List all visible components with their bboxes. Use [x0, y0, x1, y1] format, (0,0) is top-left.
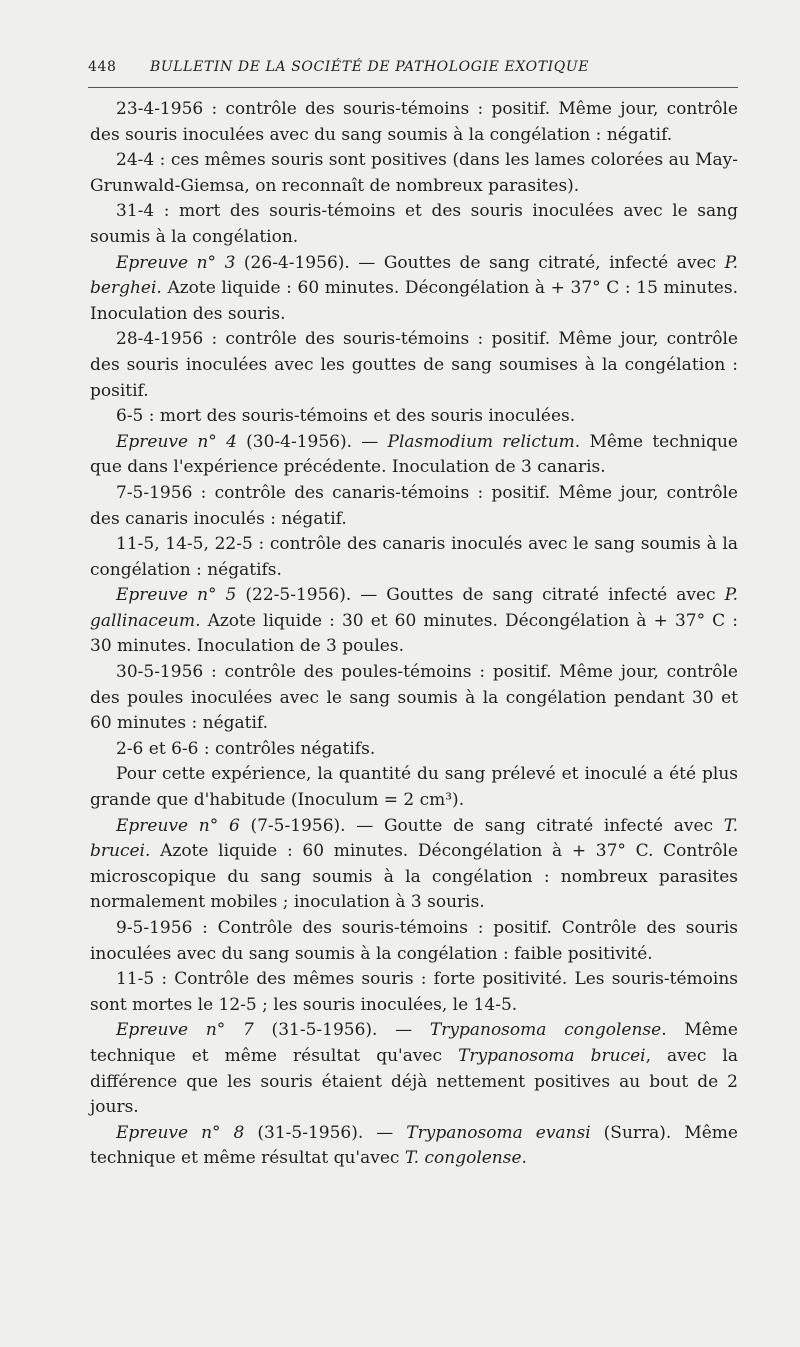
text-run: . — [521, 1148, 527, 1169]
italic-text: Epreuve n° 6 — [116, 815, 240, 836]
running-header — [88, 56, 738, 82]
text-run: (Surra). Même technique et même résultat qu'avec — [90, 1122, 738, 1169]
text-run: . Azote liquide : 60 minutes. Décongélation à + 37° C. Contrôle microscopique du sang soumis à la congélation : nombreux parasites normalement mobiles ; inoculation à 3 souris. — [90, 841, 738, 913]
italic-text: Epreuve n° 4 — [116, 431, 237, 452]
text-run: . Même technique que dans l'expérience précédente. Inoculation de 3 canaris. — [90, 431, 738, 478]
italic-text: Trypanosoma brucei — [458, 1045, 646, 1066]
text-run: (31-5-1956). — — [253, 1020, 430, 1041]
paragraph — [90, 251, 738, 328]
text-run: (26-4-1956). — Gouttes de sang citraté, infecté avec — [235, 252, 725, 273]
header-rule — [88, 87, 738, 88]
text-run: (7-5-1956). — Goutte de sang citraté infecté avec — [239, 815, 724, 836]
text-run: (22-5-1956). — Gouttes de sang citraté infecté avec — [236, 585, 725, 606]
text-run: 7-5-1956 : contrôle des canaris-témoins : positif. Même jour, contrôle des canaris inoculés : négatif. — [90, 482, 738, 529]
text-run: 24-4 : ces mêmes souris sont positives (dans les lames colorées au May-Grunwald-Giemsa, on reconnaît de nombreux parasites). — [90, 150, 738, 196]
text-run: 2-6 et 6-6 : contrôles négatifs. — [116, 738, 376, 759]
paragraph — [90, 481, 738, 532]
text-run: 9-5-1956 : Contrôle des souris-témoins : positif. Contrôle des souris inoculées avec du sang soumis à la congélation : faible positivité. — [90, 918, 738, 964]
italic-text: Epreuve n° 7 — [116, 1020, 254, 1041]
italic-text: T. congolense — [404, 1148, 522, 1169]
paragraph — [90, 430, 738, 481]
paragraph — [90, 814, 738, 916]
paragraph — [90, 762, 738, 813]
italic-text: Trypanosoma evansi — [406, 1122, 591, 1143]
text-run: 11-5, 14-5, 22-5 : contrôle des canaris inoculés avec le sang soumis à la congélation : négatifs. — [90, 534, 738, 580]
italic-text: Epreuve n° 5 — [116, 585, 237, 606]
text-run: . Azote liquide : 30 et 60 minutes. Décongélation à + 37° C : 30 minutes. Inoculation de 3 poules. — [90, 610, 738, 657]
paragraph — [90, 97, 738, 148]
italic-text: T. brucei — [90, 815, 738, 862]
text-run: 23-4-1956 : contrôle des souris-témoins : positif. Même jour, contrôle des souris inoculées avec du sang soumis à la congélation : négatif. — [90, 99, 738, 145]
paragraph — [90, 199, 738, 250]
text-run: 6-5 : mort des souris-témoins et des souris inoculées. — [116, 406, 576, 427]
paragraph — [90, 583, 738, 660]
text-run: 31-4 : mort des souris-témoins et des souris inoculées avec le sang soumis à la congélation. — [90, 201, 738, 247]
text-run: . Même technique et même résultat qu'avec — [90, 1020, 738, 1066]
italic-text: P. berghei — [90, 252, 739, 299]
paragraph — [90, 967, 738, 1018]
paragraph — [90, 148, 738, 199]
paragraph — [90, 916, 738, 967]
text-run: (31-5-1956). — — [244, 1122, 407, 1143]
paragraph — [90, 737, 738, 763]
text-run: , avec la différence que les souris étaient déjà nettement positives au bout de 2 jours. — [90, 1045, 738, 1118]
text-run: Pour cette expérience, la quantité du sang prélevé et inoculé a été plus grande que d'habitude (Inoculum = 2 cm³). — [90, 764, 738, 811]
italic-text: Epreuve n° 3 — [116, 252, 236, 273]
page-number: 448 — [88, 59, 117, 75]
paragraph — [90, 532, 738, 583]
text-run: . Azote liquide : 60 minutes. Décongélation à + 37° C : 15 minutes. Inoculation des souris. — [90, 278, 738, 324]
italic-text: P. gallinaceum — [90, 585, 738, 631]
body-text — [90, 97, 738, 1172]
journal-title: BULLETIN DE LA SOCIÉTÉ DE PATHOLOGIE EXOTIQUE — [150, 59, 590, 75]
paragraph — [90, 327, 738, 404]
text-run: (30-4-1956). — — [236, 431, 388, 452]
text-run: 28-4-1956 : contrôle des souris-témoins : positif. Même jour, contrôle des souris inoculées avec les gouttes de sang soumises à la congélation : positif. — [90, 329, 738, 401]
text-run: 30-5-1956 : contrôle des poules-témoins : positif. Même jour, contrôle des poules inoculées avec le sang soumis à la congélation pendant 30 et 60 minutes : négatif. — [90, 662, 738, 734]
italic-text: Plasmodium relictum — [387, 431, 575, 452]
paragraph — [90, 1121, 738, 1172]
italic-text: Trypanosoma congolense — [429, 1020, 662, 1041]
paragraph — [90, 660, 738, 737]
text-run: 11-5 : Contrôle des mêmes souris : forte positivité. Les souris-témoins sont mortes le 12-5 ; les souris inoculées, le 14-5. — [90, 969, 738, 1015]
italic-text: Epreuve n° 8 — [116, 1122, 245, 1143]
paragraph — [90, 1018, 738, 1120]
paragraph — [90, 404, 738, 430]
